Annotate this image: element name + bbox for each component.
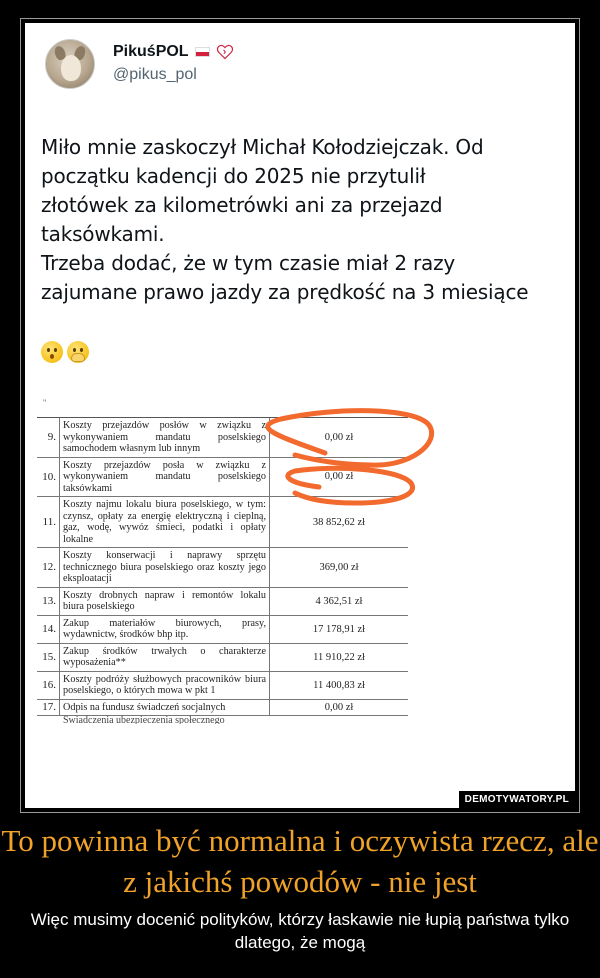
tweet-card [25,23,575,808]
row-description: Odpis na fundusz świadczeń socjalnych [59,700,270,716]
row-amount: 0,00 zł [324,471,354,483]
row-description: Zakup materiałów biurowych, prasy, wydawnictw, środków bhp itp. [59,616,270,643]
row-description: Koszty drobnych napraw i remontów lokalu biura poselskiego [59,588,270,615]
table-row [37,700,408,717]
table-row [37,616,408,644]
row-number: 15. [42,651,56,663]
row-number: 17. [42,701,56,714]
row-description: Koszty przejazdów posła w związku z wykonywaniem mandatu poselskiego taksówkami [59,458,270,497]
meme-caption: To powinna być normalna i oczywista rzecz, ale z jakichś powodów - nie jest [1,823,599,899]
row-number: 10. [42,470,56,483]
row-amount: 17 178,91 zł [312,623,366,635]
row-amount: 11 400,83 zł [313,679,365,691]
cut-off-row: Świadczenia ubezpieczenia społecznego [63,716,225,724]
watermark: DEMOTYWATORY.PL [459,791,575,808]
avatar[interactable] [45,39,95,89]
table-row [37,644,408,672]
table-row [37,458,408,498]
row-description: Koszty najmu lokalu biura poselskiego, w tym: czynsz, opłaty za energię elektryczną i cieplną, gaz, wodę, wywóz śmieci, podatki i opłaty lokalne [59,497,270,547]
table-row [37,548,408,588]
display-name[interactable]: PikuśPOL [113,43,189,60]
row-description: Koszty podróży służbowych pracowników biura poselskiego, o których mowa w pkt 1 [59,672,270,699]
row-number: 9. [47,431,56,444]
emoji-row [41,341,89,363]
poland-flag-icon [195,47,210,57]
row-number: 12. [42,561,56,574]
avatar-face [61,55,81,81]
row-number: 14. [42,623,56,635]
row-amount: 369,00 zł [319,561,359,573]
row-number: 11. [42,516,56,528]
heart-outline-icon [216,44,234,60]
meme-subcaption: Więc musimy docenić polityków, którzy łaskawie nie łupią państwa tylko dlatego, że mogą [30,910,570,952]
table-row [37,497,408,548]
table-row [37,418,408,458]
table-row [37,672,408,700]
row-description: Zakup środków trwałych o charakterze wyposażenia** [59,644,270,671]
row-amount: 11 910,22 zł [313,651,365,663]
face-with-hand-over-mouth-emoji [67,341,89,363]
row-description: Koszty konserwacji i naprawy sprzętu technicznego biura poselskiego oraz koszty jego eksploatacji [59,548,270,587]
table-row [37,588,408,616]
row-amount: 4 362,51 zł [315,595,363,607]
user-handle[interactable]: @pikus_pol [113,66,197,83]
document-corner-mark: " [43,398,47,408]
row-number: 13. [42,595,56,607]
row-amount: 0,00 zł [324,431,354,443]
row-amount: 38 852,62 zł [312,516,366,528]
row-number: 16. [42,679,56,691]
hushed-face-emoji [41,341,63,363]
meme-frame [20,18,580,813]
author-row [113,43,234,61]
row-amount: 0,00 zł [324,701,354,713]
tweet-text: Miło mnie zaskoczył Michał Kołodziejczak. Od początku kadencji do 2025 nie przytulił złotówek za kilometrówki ani za przejazd taksówkami. Trzeba dodać, że w tym czasie miał 2 razy zajumane prawo jazdy za prędkość na 3 miesiące [41,135,529,304]
row-description: Koszty przejazdów posłów w związku z wykonywaniem mandatu poselskiego samochodem własnym lub innym [59,418,270,457]
expense-report-table [37,417,408,724]
